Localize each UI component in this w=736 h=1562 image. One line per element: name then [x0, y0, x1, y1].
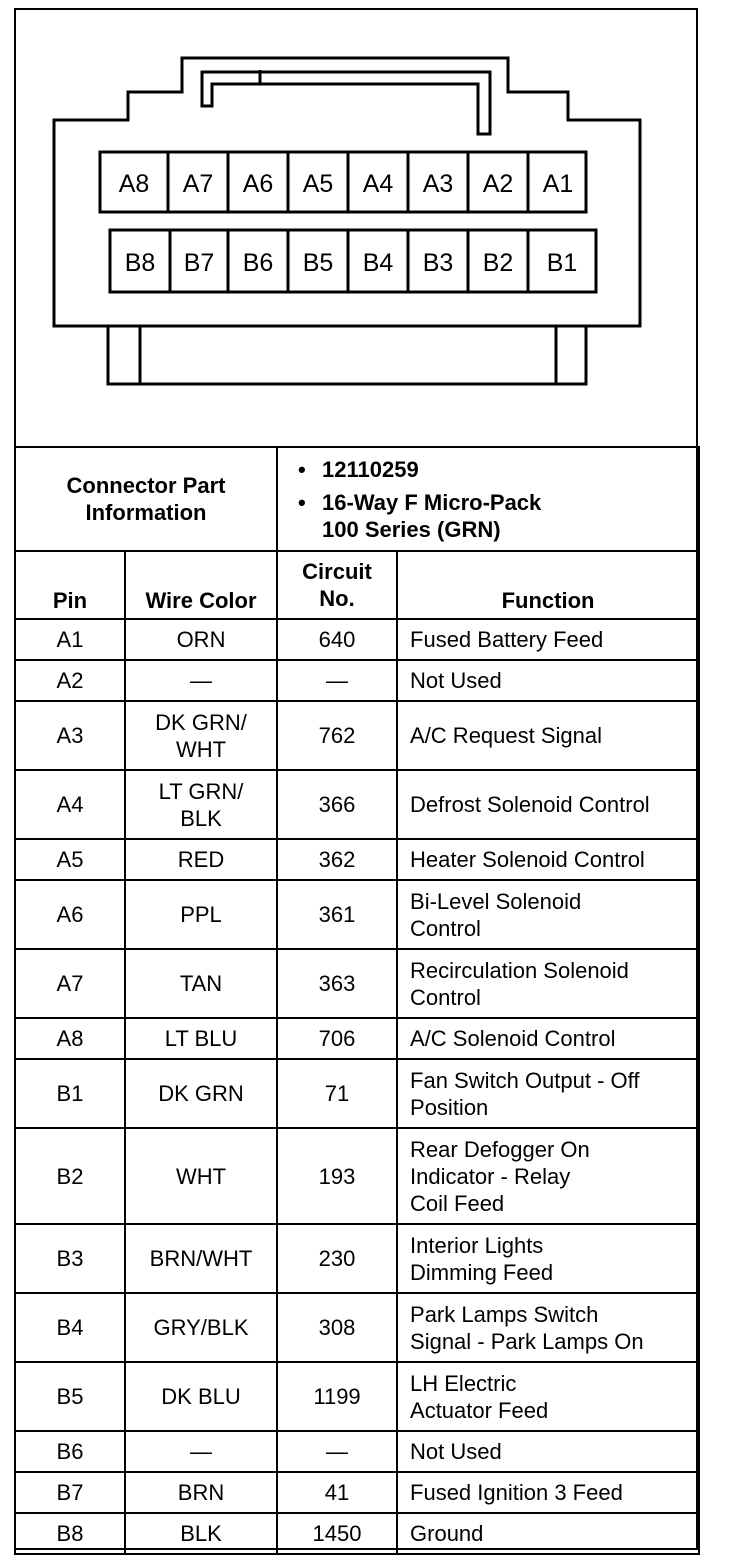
wire-color-line: DK BLU: [161, 1384, 241, 1409]
pin-cell: A4: [15, 770, 125, 839]
housing-skirt: [108, 326, 586, 384]
function-line: Control: [410, 984, 481, 1010]
circuit-cell: 361: [277, 880, 397, 949]
wire-color-cell: [125, 1018, 277, 1059]
pin-cell: A6: [15, 880, 125, 949]
wire-color-line: DK GRN: [158, 1081, 244, 1106]
header-circuit-line: No.: [319, 586, 355, 611]
pin-cell: A3: [15, 701, 125, 770]
function-line: Dimming Feed: [410, 1259, 554, 1285]
pin-row: [15, 1362, 699, 1431]
function-cell: [397, 770, 699, 839]
header-wire-color: Wire Color: [125, 551, 277, 619]
cavity-label: A7: [182, 170, 214, 198]
circuit-cell: —: [277, 660, 397, 701]
function-line: Actuator Feed: [410, 1397, 549, 1423]
circuit-cell: —: [277, 1431, 397, 1472]
function-cell: [397, 1293, 699, 1362]
pin-cell: B2: [15, 1128, 125, 1224]
part-info-details: [277, 447, 699, 551]
pin-cell: A7: [15, 949, 125, 1018]
bottom-row-cavities: [110, 230, 596, 292]
pin-row: [15, 1293, 699, 1362]
wire-color-line: WHT: [175, 736, 227, 762]
wire-color-cell: [125, 1128, 277, 1224]
function-cell: [397, 701, 699, 770]
wire-color-line: BRN/WHT: [149, 1246, 253, 1271]
wire-color-line: ORN: [176, 627, 226, 652]
wire-color-line: —: [190, 1439, 212, 1464]
pin-row: [15, 1059, 699, 1128]
part-info-row: [15, 447, 699, 551]
cavity-label: A3: [422, 170, 454, 198]
function-line: Rear Defogger On: [410, 1136, 590, 1162]
function-line: LH Electric: [410, 1370, 517, 1396]
cavity-label: A8: [118, 170, 150, 198]
wire-color-line: RED: [177, 847, 225, 872]
function-line: Not Used: [410, 1439, 502, 1464]
function-line: Coil Feed: [410, 1190, 505, 1216]
wire-color-cell: [125, 660, 277, 701]
function-cell: [397, 880, 699, 949]
function-cell: [397, 1431, 699, 1472]
function-cell: [397, 1362, 699, 1431]
pin-cell: A1: [15, 619, 125, 660]
header-pin: Pin: [15, 551, 125, 619]
function-line: Signal - Park Lamps On: [410, 1328, 644, 1354]
wire-color-line: PPL: [180, 902, 222, 927]
pin-row: [15, 1018, 699, 1059]
circuit-cell: 230: [277, 1224, 397, 1293]
part-description-line: 100 Series (GRN): [322, 516, 501, 542]
circuit-cell: 762: [277, 701, 397, 770]
pin-row: [15, 880, 699, 949]
part-number-item: [298, 456, 692, 483]
header-circuit-line: Circuit: [302, 559, 372, 584]
wire-color-line: —: [190, 668, 212, 693]
circuit-cell: 640: [277, 619, 397, 660]
wire-color-cell: [125, 701, 277, 770]
pin-row: [15, 660, 699, 701]
pin-row: [15, 1128, 699, 1224]
pin-cell: B4: [15, 1293, 125, 1362]
connector-diagram: [14, 8, 698, 448]
wire-color-line: BLK: [180, 805, 222, 831]
pin-row: [15, 1431, 699, 1472]
function-cell: [397, 1472, 699, 1513]
circuit-cell: 706: [277, 1018, 397, 1059]
function-cell: [397, 660, 699, 701]
wire-color-cell: [125, 839, 277, 880]
wire-color-cell: [125, 619, 277, 660]
function-line: Position: [410, 1094, 489, 1120]
function-line: Indicator - Relay: [410, 1163, 571, 1189]
pinout-table-container: [14, 446, 698, 1555]
latch-hook: [202, 72, 490, 134]
circuit-cell: 1199: [277, 1362, 397, 1431]
wire-color-line: LT BLU: [164, 1026, 238, 1051]
cavity-label: A4: [362, 170, 394, 198]
pin-row: [15, 770, 699, 839]
pin-cell: B6: [15, 1431, 125, 1472]
function-line: A/C Request Signal: [410, 723, 603, 748]
pin-cell: B5: [15, 1362, 125, 1431]
pin-cell: A2: [15, 660, 125, 701]
circuit-cell: 41: [277, 1472, 397, 1513]
function-cell: [397, 1224, 699, 1293]
wire-color-line: DK GRN/: [155, 709, 247, 735]
wire-color-cell: [125, 1513, 277, 1554]
function-line: A/C Solenoid Control: [410, 1026, 616, 1051]
pin-cell: B1: [15, 1059, 125, 1128]
pin-cell: A5: [15, 839, 125, 880]
pin-cell: B3: [15, 1224, 125, 1293]
pin-cell: A8: [15, 1018, 125, 1059]
wire-color-line: GRY/BLK: [153, 1315, 249, 1340]
function-line: Ground: [410, 1521, 484, 1546]
part-number: 12110259: [322, 456, 419, 482]
function-line: Defrost Solenoid Control: [410, 792, 650, 817]
cavity-label: A5: [302, 170, 334, 198]
wire-color-cell: [125, 1059, 277, 1128]
bullet: •: [298, 489, 306, 515]
cavity-label: B2: [482, 249, 514, 277]
pin-row: [15, 949, 699, 1018]
function-line: Recirculation Solenoid: [410, 957, 629, 983]
top-row-cavities: [100, 152, 586, 212]
wire-color-line: BRN: [177, 1480, 225, 1505]
pinout-table: [14, 446, 700, 1555]
circuit-cell: 1450: [277, 1513, 397, 1554]
cavity-label: A6: [242, 170, 274, 198]
connector-drawing: [14, 8, 698, 448]
function-cell: [397, 619, 699, 660]
cavity-label: B7: [183, 249, 215, 277]
function-line: Interior Lights: [410, 1232, 544, 1258]
function-line: Park Lamps Switch: [410, 1301, 599, 1327]
pin-row: [15, 1224, 699, 1293]
circuit-cell: 193: [277, 1128, 397, 1224]
circuit-cell: 308: [277, 1293, 397, 1362]
cavity-label: B8: [124, 249, 156, 277]
wire-color-cell: [125, 1224, 277, 1293]
cavity-label: B1: [546, 249, 578, 277]
wire-color-cell: [125, 1431, 277, 1472]
function-line: Fused Battery Feed: [410, 627, 604, 652]
wire-color-cell: [125, 949, 277, 1018]
cavity-label: B3: [422, 249, 454, 277]
function-line: Bi-Level Solenoid: [410, 888, 582, 914]
part-description-line: 16-Way F Micro-Pack: [322, 489, 542, 515]
cavity-label: B5: [302, 249, 334, 277]
skirt-ribs: [140, 326, 556, 384]
wire-color-line: TAN: [179, 971, 223, 996]
wire-color-line: LT GRN/: [158, 778, 244, 804]
pin-row: [15, 839, 699, 880]
function-line: Not Used: [410, 668, 502, 693]
wire-color-cell: [125, 770, 277, 839]
function-cell: [397, 1018, 699, 1059]
circuit-cell: 363: [277, 949, 397, 1018]
function-cell: [397, 1513, 699, 1554]
wire-color-cell: [125, 1472, 277, 1513]
pin-row: [15, 619, 699, 660]
function-line: Fused Ignition 3 Feed: [410, 1480, 623, 1505]
circuit-cell: 366: [277, 770, 397, 839]
pin-row: [15, 1472, 699, 1513]
cavity-label: B6: [242, 249, 274, 277]
part-info-label-line: Information: [85, 500, 207, 525]
circuit-cell: 71: [277, 1059, 397, 1128]
circuit-cell: 362: [277, 839, 397, 880]
wire-color-cell: [125, 880, 277, 949]
part-info-label: [15, 447, 277, 551]
header-row: [15, 551, 699, 619]
function-cell: [397, 949, 699, 1018]
function-cell: [397, 1128, 699, 1224]
pin-row: [15, 701, 699, 770]
part-info-label-line: Connector Part: [66, 473, 226, 498]
pin-cell: B7: [15, 1472, 125, 1513]
pin-row: [15, 1513, 699, 1554]
wire-color-line: BLK: [180, 1521, 222, 1546]
function-cell: [397, 839, 699, 880]
part-description-item: [298, 489, 692, 516]
cavity-label: A2: [482, 170, 514, 198]
wire-color-line: WHT: [175, 1163, 227, 1189]
function-cell: [397, 1059, 699, 1128]
cavity-label: A1: [542, 170, 574, 198]
pin-cell: B8: [15, 1513, 125, 1554]
wire-color-cell: [125, 1293, 277, 1362]
function-line: Fan Switch Output - Off: [410, 1067, 640, 1093]
header-circuit: [277, 551, 397, 619]
bullet: •: [298, 456, 306, 482]
wire-color-cell: [125, 1362, 277, 1431]
header-function: Function: [397, 551, 699, 619]
function-line: Control: [410, 915, 481, 941]
cavity-label: B4: [362, 249, 394, 277]
function-line: Heater Solenoid Control: [410, 847, 645, 872]
